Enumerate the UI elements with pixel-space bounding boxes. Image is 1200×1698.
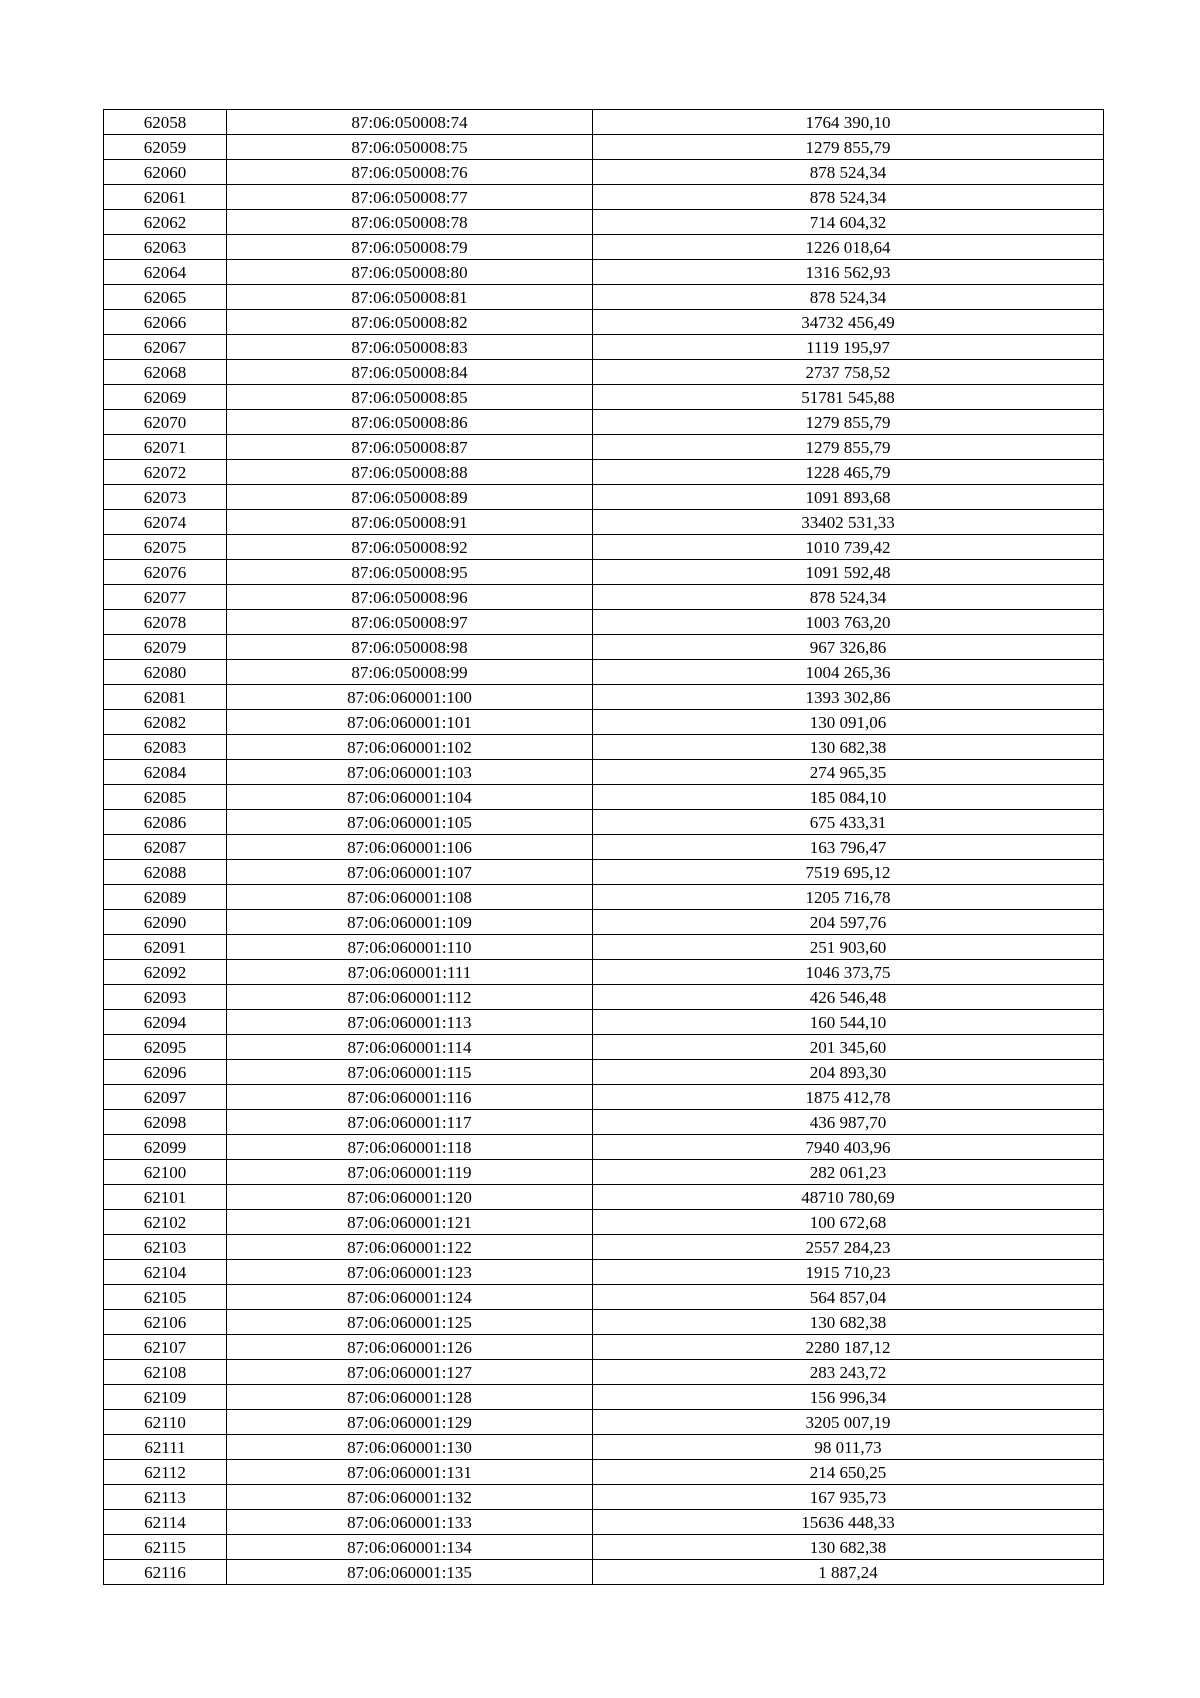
value-cell: 15636 448,33 <box>593 1510 1104 1535</box>
row-number-cell: 62089 <box>104 885 227 910</box>
value-cell: 1875 412,78 <box>593 1085 1104 1110</box>
value-cell: 214 650,25 <box>593 1460 1104 1485</box>
row-number-cell: 62084 <box>104 760 227 785</box>
cadastral-number-cell: 87:06:050008:86 <box>227 410 593 435</box>
value-cell: 1119 195,97 <box>593 335 1104 360</box>
cadastral-number-cell: 87:06:060001:110 <box>227 935 593 960</box>
table-row <box>104 1260 1104 1285</box>
table-row <box>104 1410 1104 1435</box>
cadastral-number-cell: 87:06:060001:107 <box>227 860 593 885</box>
value-cell: 33402 531,33 <box>593 510 1104 535</box>
table-row <box>104 360 1104 385</box>
table-row <box>104 810 1104 835</box>
cadastral-number-cell: 87:06:050008:96 <box>227 585 593 610</box>
row-number-cell: 62100 <box>104 1160 227 1185</box>
cadastral-number-cell: 87:06:060001:108 <box>227 885 593 910</box>
cadastral-number-cell: 87:06:060001:122 <box>227 1235 593 1260</box>
table-row <box>104 285 1104 310</box>
row-number-cell: 62090 <box>104 910 227 935</box>
cadastral-number-cell: 87:06:060001:106 <box>227 835 593 860</box>
row-number-cell: 62065 <box>104 285 227 310</box>
value-cell: 878 524,34 <box>593 160 1104 185</box>
row-number-cell: 62092 <box>104 960 227 985</box>
cadastral-number-cell: 87:06:050008:95 <box>227 560 593 585</box>
table-row <box>104 835 1104 860</box>
value-cell: 160 544,10 <box>593 1010 1104 1035</box>
cadastral-number-cell: 87:06:060001:101 <box>227 710 593 735</box>
value-cell: 878 524,34 <box>593 285 1104 310</box>
table-row <box>104 1485 1104 1510</box>
value-cell: 714 604,32 <box>593 210 1104 235</box>
table-row <box>104 1110 1104 1135</box>
cadastral-number-cell: 87:06:050008:98 <box>227 635 593 660</box>
cadastral-number-cell: 87:06:060001:125 <box>227 1310 593 1335</box>
table-row <box>104 935 1104 960</box>
value-cell: 564 857,04 <box>593 1285 1104 1310</box>
cadastral-number-cell: 87:06:050008:76 <box>227 160 593 185</box>
row-number-cell: 62075 <box>104 535 227 560</box>
value-cell: 1091 893,68 <box>593 485 1104 510</box>
value-cell: 2280 187,12 <box>593 1335 1104 1360</box>
table-row <box>104 1335 1104 1360</box>
value-cell: 426 546,48 <box>593 985 1104 1010</box>
cadastral-number-cell: 87:06:060001:131 <box>227 1460 593 1485</box>
cadastral-number-cell: 87:06:050008:74 <box>227 110 593 135</box>
row-number-cell: 62099 <box>104 1135 227 1160</box>
cadastral-number-cell: 87:06:060001:130 <box>227 1435 593 1460</box>
value-cell: 51781 545,88 <box>593 385 1104 410</box>
cadastral-number-cell: 87:06:060001:116 <box>227 1085 593 1110</box>
row-number-cell: 62066 <box>104 310 227 335</box>
table-row <box>104 635 1104 660</box>
value-cell: 1004 265,36 <box>593 660 1104 685</box>
value-cell: 1393 302,86 <box>593 685 1104 710</box>
value-cell: 2557 284,23 <box>593 1235 1104 1260</box>
value-cell: 100 672,68 <box>593 1210 1104 1235</box>
row-number-cell: 62080 <box>104 660 227 685</box>
cadastral-number-cell: 87:06:050008:88 <box>227 460 593 485</box>
cadastral-number-cell: 87:06:060001:102 <box>227 735 593 760</box>
cadastral-number-cell: 87:06:060001:103 <box>227 760 593 785</box>
cadastral-number-cell: 87:06:050008:99 <box>227 660 593 685</box>
value-cell: 34732 456,49 <box>593 310 1104 335</box>
cadastral-number-cell: 87:06:050008:81 <box>227 285 593 310</box>
row-number-cell: 62083 <box>104 735 227 760</box>
value-cell: 204 893,30 <box>593 1060 1104 1085</box>
cadastral-number-cell: 87:06:060001:117 <box>227 1110 593 1135</box>
value-cell: 1915 710,23 <box>593 1260 1104 1285</box>
cadastral-number-cell: 87:06:050008:79 <box>227 235 593 260</box>
row-number-cell: 62063 <box>104 235 227 260</box>
value-cell: 675 433,31 <box>593 810 1104 835</box>
value-cell: 274 965,35 <box>593 760 1104 785</box>
row-number-cell: 62081 <box>104 685 227 710</box>
table-row <box>104 410 1104 435</box>
table-row <box>104 1510 1104 1535</box>
table-row <box>104 735 1104 760</box>
cadastral-number-cell: 87:06:050008:82 <box>227 310 593 335</box>
table-row <box>104 910 1104 935</box>
row-number-cell: 62059 <box>104 135 227 160</box>
row-number-cell: 62061 <box>104 185 227 210</box>
cadastral-number-cell: 87:06:060001:105 <box>227 810 593 835</box>
row-number-cell: 62110 <box>104 1410 227 1435</box>
row-number-cell: 62108 <box>104 1360 227 1385</box>
cadastral-number-cell: 87:06:050008:80 <box>227 260 593 285</box>
cadastral-number-cell: 87:06:060001:109 <box>227 910 593 935</box>
cadastral-number-cell: 87:06:060001:127 <box>227 1360 593 1385</box>
row-number-cell: 62102 <box>104 1210 227 1235</box>
cadastral-number-cell: 87:06:050008:87 <box>227 435 593 460</box>
cadastral-number-cell: 87:06:060001:123 <box>227 1260 593 1285</box>
value-cell: 1010 739,42 <box>593 535 1104 560</box>
value-cell: 1279 855,79 <box>593 435 1104 460</box>
value-cell: 130 682,38 <box>593 1310 1104 1335</box>
cadastral-value-table <box>103 109 1104 1585</box>
cadastral-number-cell: 87:06:050008:91 <box>227 510 593 535</box>
cadastral-number-cell: 87:06:050008:83 <box>227 335 593 360</box>
table-row <box>104 510 1104 535</box>
table-row <box>104 860 1104 885</box>
row-number-cell: 62093 <box>104 985 227 1010</box>
table-row <box>104 1535 1104 1560</box>
table-row <box>104 110 1104 135</box>
table-row <box>104 210 1104 235</box>
value-cell: 2737 758,52 <box>593 360 1104 385</box>
table-row <box>104 1185 1104 1210</box>
row-number-cell: 62082 <box>104 710 227 735</box>
row-number-cell: 62068 <box>104 360 227 385</box>
row-number-cell: 62107 <box>104 1335 227 1360</box>
value-cell: 1091 592,48 <box>593 560 1104 585</box>
row-number-cell: 62086 <box>104 810 227 835</box>
value-cell: 156 996,34 <box>593 1385 1104 1410</box>
table-row <box>104 1385 1104 1410</box>
row-number-cell: 62070 <box>104 410 227 435</box>
value-cell: 283 243,72 <box>593 1360 1104 1385</box>
table-row <box>104 1285 1104 1310</box>
table-row <box>104 335 1104 360</box>
cadastral-number-cell: 87:06:060001:104 <box>227 785 593 810</box>
value-cell: 251 903,60 <box>593 935 1104 960</box>
value-cell: 7940 403,96 <box>593 1135 1104 1160</box>
table-row <box>104 135 1104 160</box>
value-cell: 1228 465,79 <box>593 460 1104 485</box>
table-row <box>104 1210 1104 1235</box>
table-row <box>104 260 1104 285</box>
row-number-cell: 62096 <box>104 1060 227 1085</box>
value-cell: 130 682,38 <box>593 735 1104 760</box>
table-row <box>104 1235 1104 1260</box>
table-row <box>104 960 1104 985</box>
table-row <box>104 485 1104 510</box>
row-number-cell: 62109 <box>104 1385 227 1410</box>
row-number-cell: 62098 <box>104 1110 227 1135</box>
table-row <box>104 1160 1104 1185</box>
table-row <box>104 1085 1104 1110</box>
row-number-cell: 62069 <box>104 385 227 410</box>
table-row <box>104 535 1104 560</box>
row-number-cell: 62101 <box>104 1185 227 1210</box>
table-row <box>104 1135 1104 1160</box>
row-number-cell: 62094 <box>104 1010 227 1035</box>
cadastral-number-cell: 87:06:060001:114 <box>227 1035 593 1060</box>
value-cell: 1003 763,20 <box>593 610 1104 635</box>
table-body <box>104 110 1104 1585</box>
table-row <box>104 1560 1104 1585</box>
value-cell: 204 597,76 <box>593 910 1104 935</box>
row-number-cell: 62106 <box>104 1310 227 1335</box>
cadastral-number-cell: 87:06:060001:124 <box>227 1285 593 1310</box>
cadastral-number-cell: 87:06:050008:92 <box>227 535 593 560</box>
value-cell: 967 326,86 <box>593 635 1104 660</box>
cadastral-number-cell: 87:06:060001:121 <box>227 1210 593 1235</box>
value-cell: 436 987,70 <box>593 1110 1104 1135</box>
row-number-cell: 62085 <box>104 785 227 810</box>
value-cell: 878 524,34 <box>593 585 1104 610</box>
table-row <box>104 185 1104 210</box>
cadastral-number-cell: 87:06:060001:129 <box>227 1410 593 1435</box>
table-row <box>104 1060 1104 1085</box>
table-row <box>104 1460 1104 1485</box>
table-row <box>104 660 1104 685</box>
row-number-cell: 62076 <box>104 560 227 585</box>
row-number-cell: 62064 <box>104 260 227 285</box>
table-row <box>104 985 1104 1010</box>
value-cell: 1316 562,93 <box>593 260 1104 285</box>
cadastral-number-cell: 87:06:060001:113 <box>227 1010 593 1035</box>
value-cell: 130 682,38 <box>593 1535 1104 1560</box>
table-row <box>104 585 1104 610</box>
value-cell: 1279 855,79 <box>593 410 1104 435</box>
cadastral-number-cell: 87:06:060001:111 <box>227 960 593 985</box>
row-number-cell: 62091 <box>104 935 227 960</box>
row-number-cell: 62058 <box>104 110 227 135</box>
row-number-cell: 62060 <box>104 160 227 185</box>
value-cell: 201 345,60 <box>593 1035 1104 1060</box>
row-number-cell: 62105 <box>104 1285 227 1310</box>
table-row <box>104 785 1104 810</box>
value-cell: 1046 373,75 <box>593 960 1104 985</box>
value-cell: 98 011,73 <box>593 1435 1104 1460</box>
row-number-cell: 62077 <box>104 585 227 610</box>
cadastral-number-cell: 87:06:050008:84 <box>227 360 593 385</box>
value-cell: 282 061,23 <box>593 1160 1104 1185</box>
cadastral-number-cell: 87:06:060001:134 <box>227 1535 593 1560</box>
row-number-cell: 62112 <box>104 1460 227 1485</box>
row-number-cell: 62111 <box>104 1435 227 1460</box>
cadastral-number-cell: 87:06:060001:120 <box>227 1185 593 1210</box>
table-row <box>104 460 1104 485</box>
row-number-cell: 62062 <box>104 210 227 235</box>
table-row <box>104 1435 1104 1460</box>
value-cell: 48710 780,69 <box>593 1185 1104 1210</box>
row-number-cell: 62078 <box>104 610 227 635</box>
value-cell: 1 887,24 <box>593 1560 1104 1585</box>
cadastral-number-cell: 87:06:060001:126 <box>227 1335 593 1360</box>
value-cell: 3205 007,19 <box>593 1410 1104 1435</box>
table-row <box>104 385 1104 410</box>
value-cell: 1764 390,10 <box>593 110 1104 135</box>
row-number-cell: 62071 <box>104 435 227 460</box>
cadastral-number-cell: 87:06:050008:75 <box>227 135 593 160</box>
cadastral-number-cell: 87:06:060001:128 <box>227 1385 593 1410</box>
row-number-cell: 62074 <box>104 510 227 535</box>
row-number-cell: 62073 <box>104 485 227 510</box>
value-cell: 1205 716,78 <box>593 885 1104 910</box>
value-cell: 167 935,73 <box>593 1485 1104 1510</box>
table-row <box>104 435 1104 460</box>
cadastral-number-cell: 87:06:050008:85 <box>227 385 593 410</box>
row-number-cell: 62115 <box>104 1535 227 1560</box>
row-number-cell: 62087 <box>104 835 227 860</box>
cadastral-number-cell: 87:06:060001:118 <box>227 1135 593 1160</box>
row-number-cell: 62088 <box>104 860 227 885</box>
value-cell: 7519 695,12 <box>593 860 1104 885</box>
row-number-cell: 62116 <box>104 1560 227 1585</box>
table-row <box>104 1360 1104 1385</box>
cadastral-number-cell: 87:06:050008:78 <box>227 210 593 235</box>
row-number-cell: 62095 <box>104 1035 227 1060</box>
table-row <box>104 885 1104 910</box>
cadastral-number-cell: 87:06:060001:119 <box>227 1160 593 1185</box>
table-row <box>104 560 1104 585</box>
row-number-cell: 62079 <box>104 635 227 660</box>
value-cell: 185 084,10 <box>593 785 1104 810</box>
value-cell: 1279 855,79 <box>593 135 1104 160</box>
cadastral-number-cell: 87:06:060001:133 <box>227 1510 593 1535</box>
row-number-cell: 62104 <box>104 1260 227 1285</box>
table-row <box>104 1310 1104 1335</box>
value-cell: 163 796,47 <box>593 835 1104 860</box>
table-row <box>104 160 1104 185</box>
cadastral-number-cell: 87:06:060001:135 <box>227 1560 593 1585</box>
table-row <box>104 235 1104 260</box>
row-number-cell: 62113 <box>104 1485 227 1510</box>
cadastral-number-cell: 87:06:060001:115 <box>227 1060 593 1085</box>
table-row <box>104 760 1104 785</box>
table-row <box>104 610 1104 635</box>
cadastral-number-cell: 87:06:060001:132 <box>227 1485 593 1510</box>
value-cell: 130 091,06 <box>593 710 1104 735</box>
table-row <box>104 1010 1104 1035</box>
row-number-cell: 62103 <box>104 1235 227 1260</box>
cadastral-number-cell: 87:06:060001:112 <box>227 985 593 1010</box>
table-row <box>104 1035 1104 1060</box>
table-row <box>104 710 1104 735</box>
cadastral-number-cell: 87:06:050008:89 <box>227 485 593 510</box>
row-number-cell: 62067 <box>104 335 227 360</box>
row-number-cell: 62114 <box>104 1510 227 1535</box>
cadastral-number-cell: 87:06:050008:77 <box>227 185 593 210</box>
value-cell: 878 524,34 <box>593 185 1104 210</box>
table-row <box>104 685 1104 710</box>
row-number-cell: 62072 <box>104 460 227 485</box>
value-cell: 1226 018,64 <box>593 235 1104 260</box>
cadastral-number-cell: 87:06:050008:97 <box>227 610 593 635</box>
table-row <box>104 310 1104 335</box>
row-number-cell: 62097 <box>104 1085 227 1110</box>
cadastral-number-cell: 87:06:060001:100 <box>227 685 593 710</box>
